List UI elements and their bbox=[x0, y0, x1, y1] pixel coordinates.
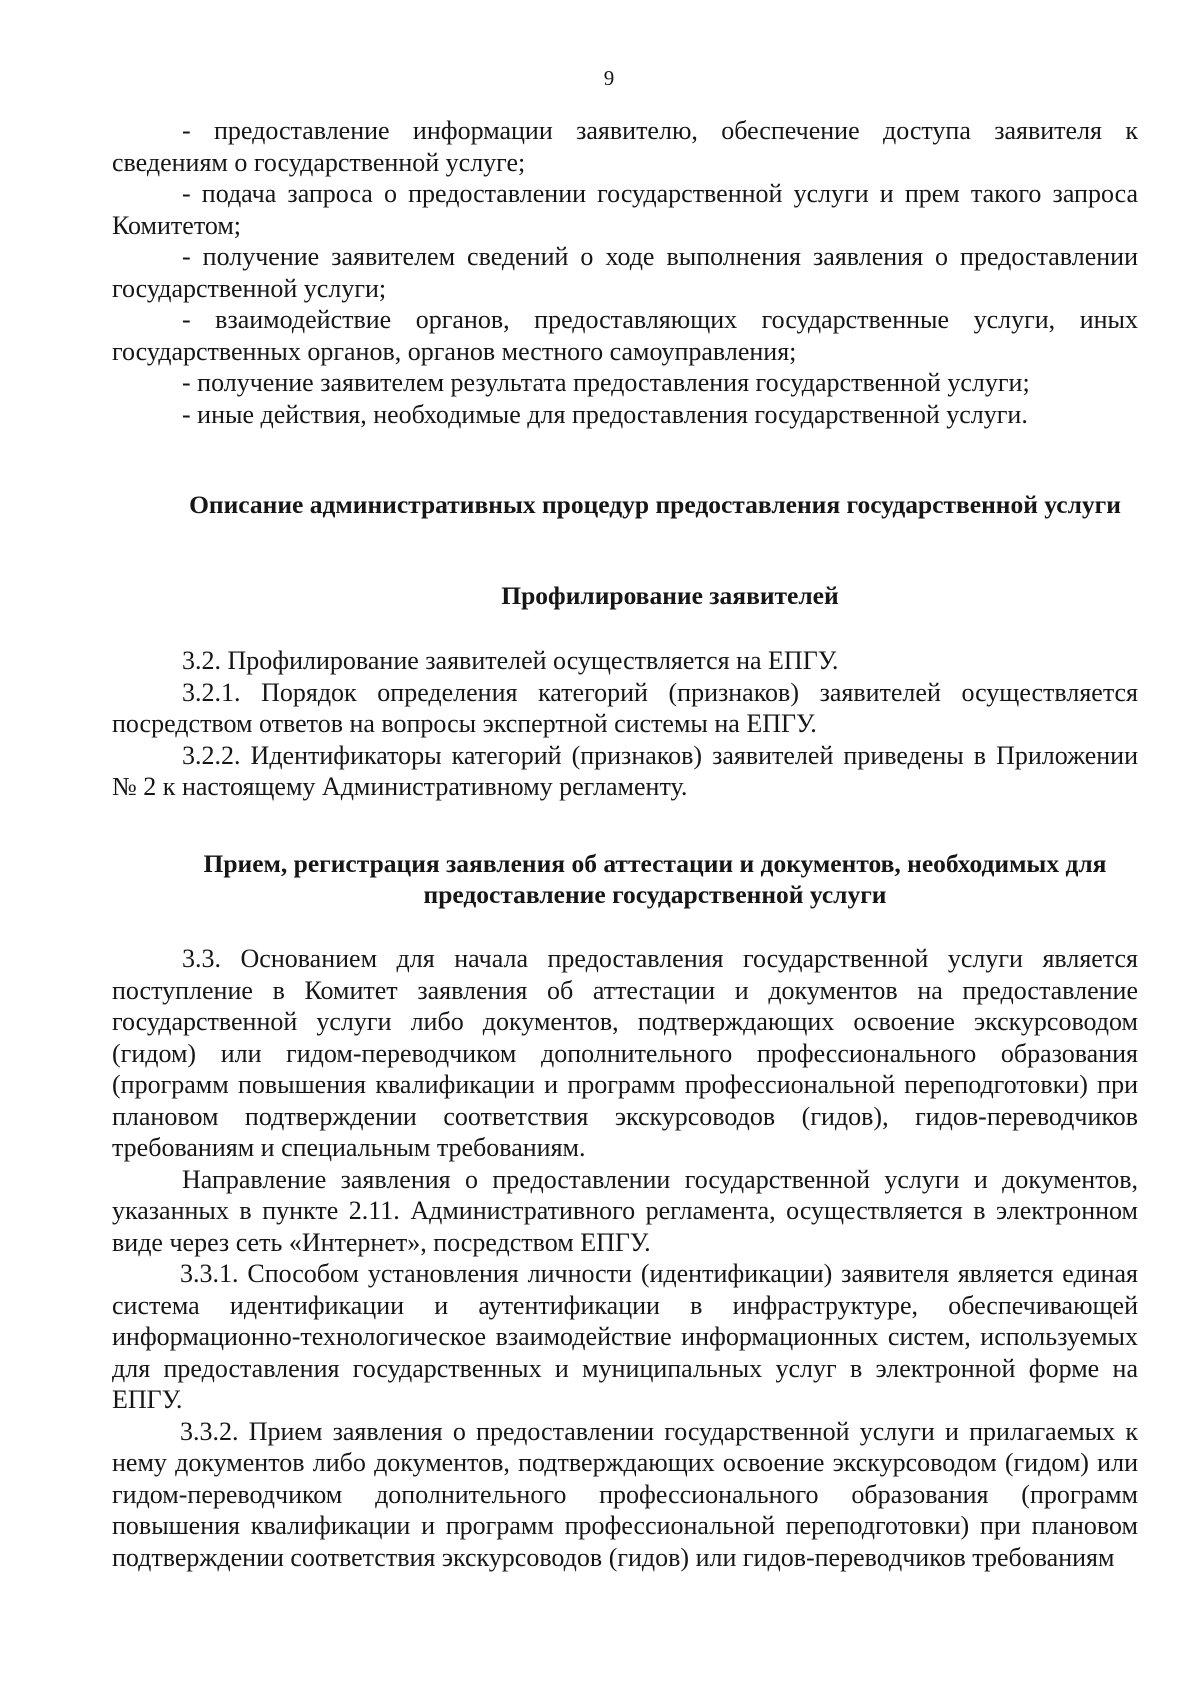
paragraph: 3.3.2. Прием заявления о предоставлении государственной услуги и прилагаемых к нему документов либо документов, подтверждающих освоение экскурсоводом (гидом) или гидом-переводчиком дополнительного профессионального образования (программ повышения квалификации и программ профессиональной переподготовки) при плановом подтверждении соответствия экскурсоводов (гидов) или гидов-переводчиков требованиям bbox=[112, 1416, 1138, 1572]
list-block bbox=[112, 115, 1138, 430]
list-item: - получение заявителем результата предоставления государственной услуги; bbox=[182, 368, 1030, 397]
section-heading-procedures: Описание административных процедур предоставления государственной услуги bbox=[189, 490, 1121, 519]
paragraph: 3.2.1. Порядок определения категорий (признаков) заявителей осуществляется посредством ответов на вопросы экспертной системы на ЕПГУ. bbox=[112, 677, 1138, 738]
page-number: 9 bbox=[603, 66, 615, 90]
reception-block bbox=[112, 943, 1138, 1573]
paragraph: 3.3. Основанием для начала предоставления государственной услуги является поступление в Комитет заявления об аттестации и документов на предоставление государственной услуги либо документов, подтверждающих освоение экскурсоводом (гидом) или гидом-переводчиком дополнительного профессионального образования (программ повышения квалификации и программ профессиональной переподготовки) при плановом подтверждении соответствия экскурсоводов (гидов), гидов-переводчиков требованиям и специальным требованиям. bbox=[112, 944, 1138, 1162]
list-item: - взаимодействие органов, предоставляющих государственные услуги, иных государственных органов, органов местного самоуправления; bbox=[112, 305, 1138, 366]
list-item: - получение заявителем сведений о ходе выполнения заявления о предоставлении государственной услуги; bbox=[112, 242, 1138, 303]
paragraph: 3.3.1. Способом установления личности (идентификации) заявителя является единая система идентификации и аутентификации в инфраструктуре, обеспечивающей информационно-технологическое взаимодействие информационных систем, используемых для предоставления государственных и муниципальных услуг в электронной форме на ЕПГУ. bbox=[112, 1259, 1138, 1414]
profiling-block bbox=[112, 645, 1138, 803]
section-heading-reception: Прием, регистрация заявления об аттестации и документов, необходимых для предоставление государственной услуги bbox=[203, 849, 1107, 909]
list-item: - подача запроса о предоставлении государственной услуги и прем такого запроса Комитетом; bbox=[112, 179, 1138, 240]
list-item: - иные действия, необходимые для предоставления государственной услуги. bbox=[182, 399, 1028, 429]
section-heading-profiling: Профилирование заявителей bbox=[501, 581, 839, 610]
paragraph: 3.2. Профилирование заявителей осуществляется на ЕПГУ. bbox=[182, 646, 839, 675]
paragraph: Направление заявления о предоставлении государственной услуги и документов, указанных в пункте 2.11. Административного регламента, осуществляется в электронном виде через сеть «Интернет», посредством ЕПГУ. bbox=[112, 1164, 1138, 1257]
paragraph: 3.2.2. Идентификаторы категорий (признаков) заявителей приведены в Приложении № 2 к настоящему Административному регламенту. bbox=[112, 740, 1138, 801]
list-item: - предоставление информации заявителю, обеспечение доступа заявителя к сведениям о государственной услуге; bbox=[112, 116, 1138, 177]
